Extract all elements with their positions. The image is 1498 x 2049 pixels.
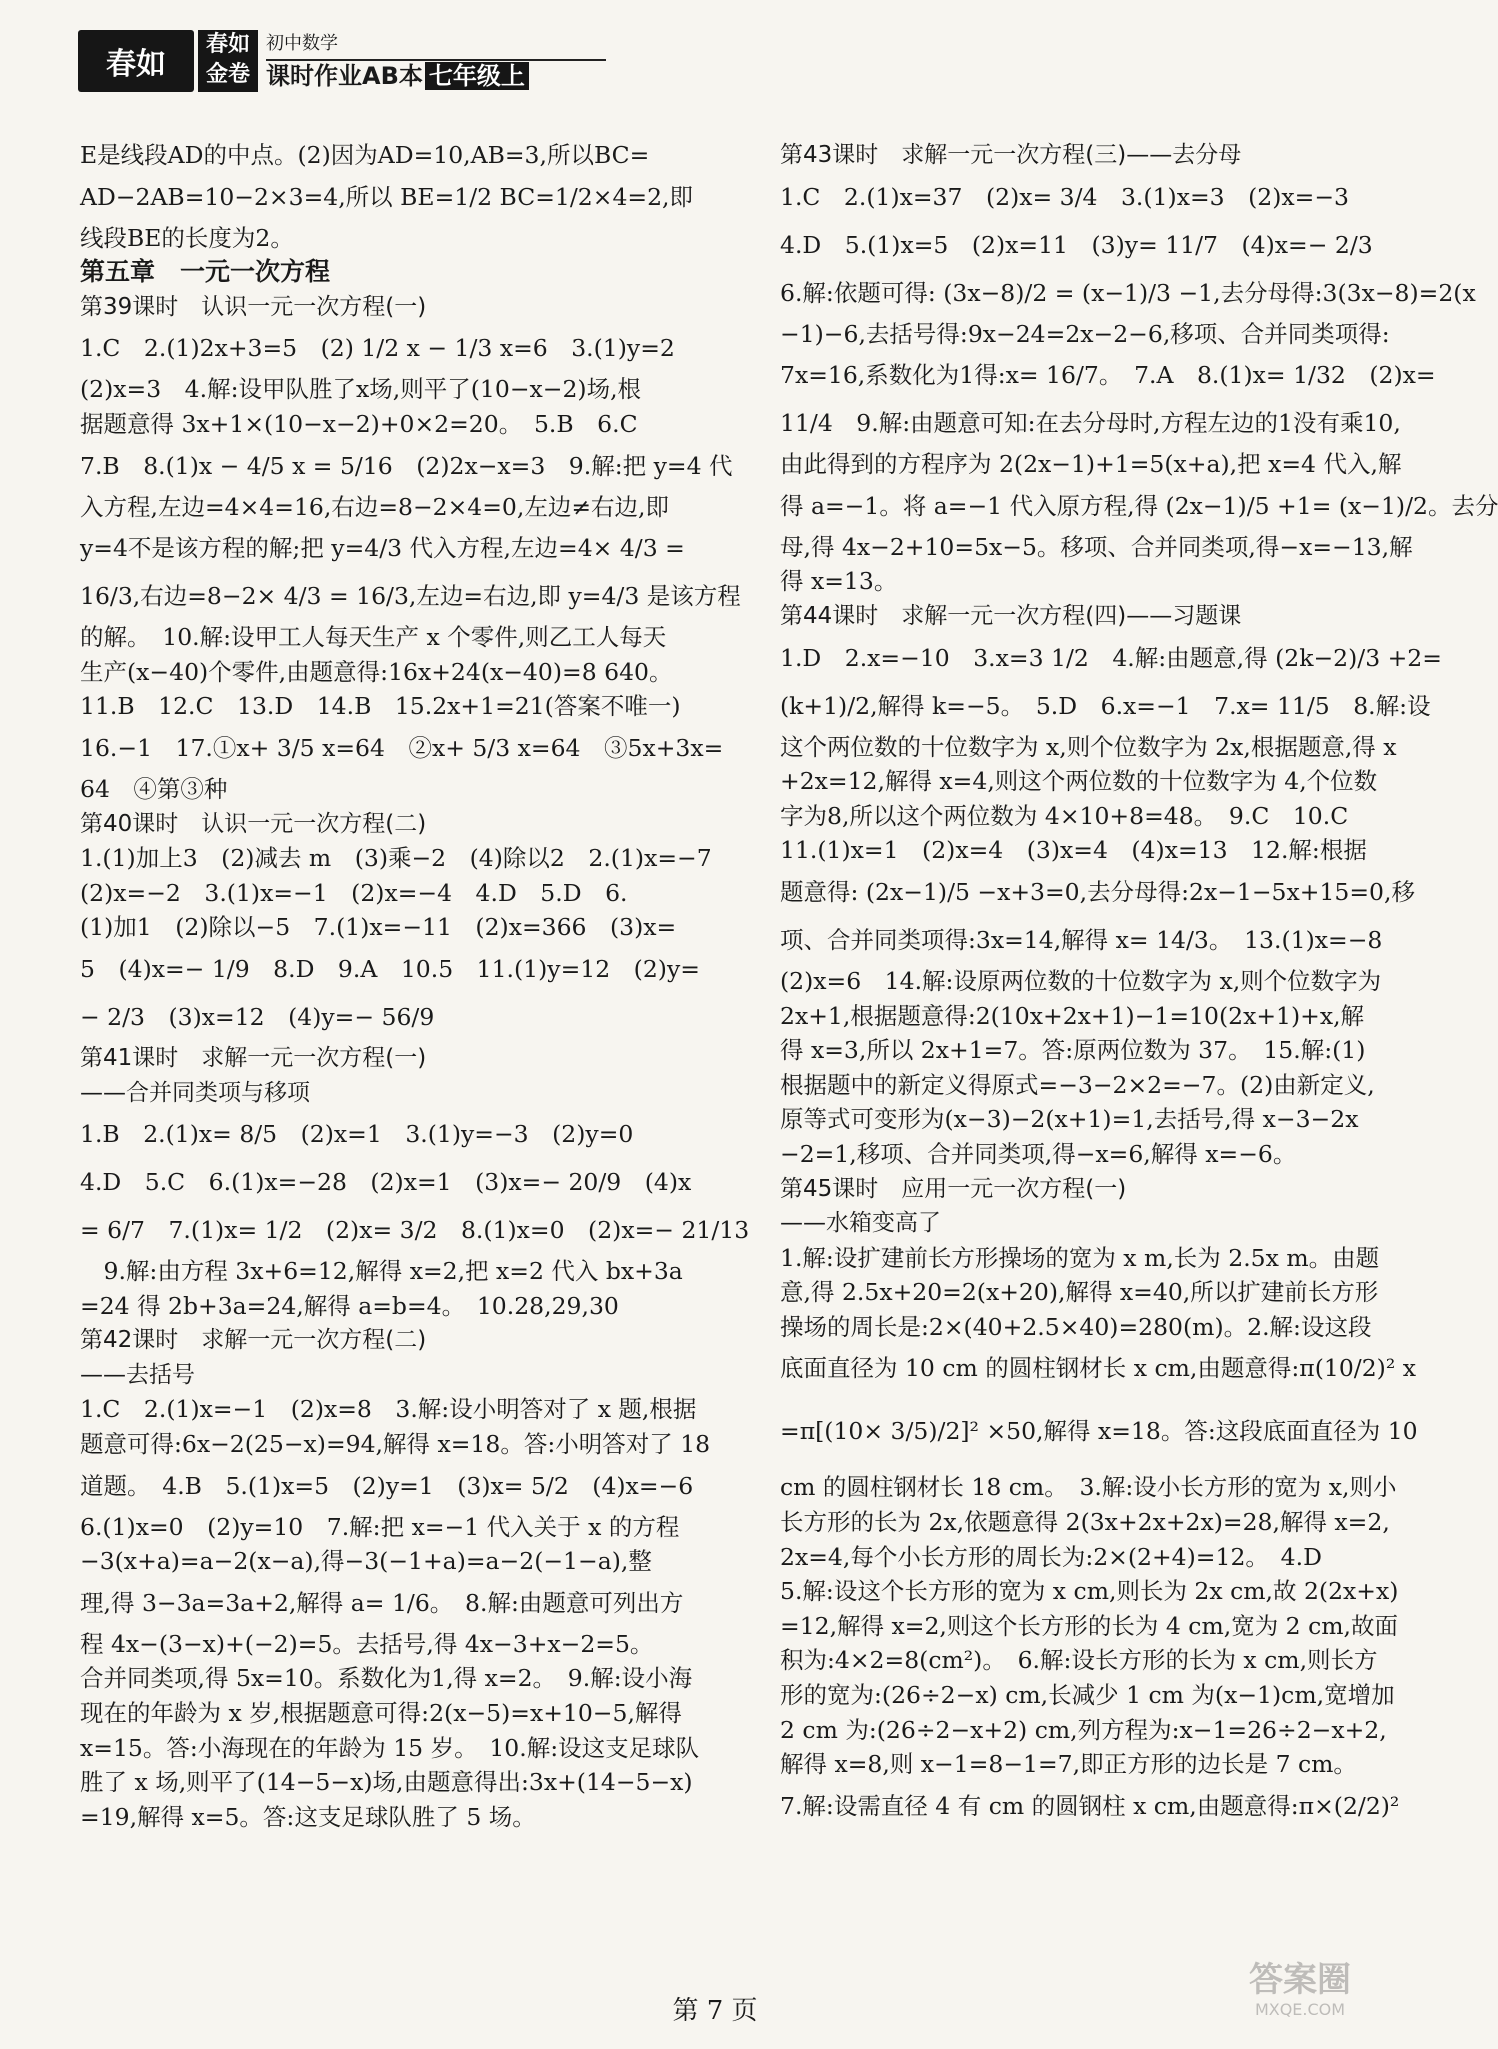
answer-line: 2 cm 为:(26÷2−x+2) cm,列方程为:x−1=26÷2−x+2,	[780, 1715, 1387, 1744]
answer-line: 题意可得:6x−2(25−x)=94,解得 x=18。答:小明答对了 18	[80, 1430, 711, 1459]
answer-line: 2x+1,根据题意得:2(10x+2x+1)−1=10(2x+1)+x,解	[780, 1001, 1365, 1030]
answer-line: 由此得到的方程序为 2(2x−1)+1=5(x+a),把 x=4 代入,解	[780, 450, 1402, 479]
answer-line: 5 (4)x=− 1/9 8.D 9.A 10.5 11.(1)y=12 (2)y=	[80, 954, 700, 983]
publisher-logo: 春如	[78, 30, 194, 92]
answer-line: E是线段AD的中点。(2)因为AD=10,AB=3,所以BC=	[80, 141, 650, 169]
answer-line: 根据题中的新定义得原式=−3−2×2=−7。(2)由新定义,	[780, 1070, 1375, 1099]
answer-line: +2x=12,解得 x=4,则这个两位数的十位数字为 4,个位数	[780, 767, 1378, 796]
answer-line: (k+1)/2,解得 k=−5。 5.D 6.x=−1 7.x= 11/5 8.解:设	[780, 691, 1431, 720]
left-column	[80, 138, 750, 1834]
answer-line: 11.B 12.C 13.D 14.B 15.2x+1=21(答案不唯一)	[80, 692, 681, 721]
lesson-subheading: ——合并同类项与移项	[80, 1079, 310, 1106]
answer-line: 得 x=3,所以 2x+1=7。答:原两位数为 37。 15.解:(1)	[780, 1036, 1366, 1065]
answer-line: 题意得: (2x−1)/5 −x+3=0,去分母得:2x−1−5x+15=0,移	[780, 877, 1415, 906]
watermark-url: MXQE.COM	[1254, 2000, 1346, 2019]
answer-line: 生产(x−40)个零件,由题意得:16x+24(x−40)=8 640。	[80, 657, 673, 686]
answer-line: 的解。 10.解:设甲工人每天生产 x 个零件,则乙工人每天	[80, 623, 667, 652]
answer-line: 合并同类项,得 5x=10。系数化为1,得 x=2。 9.解:设小海	[80, 1664, 693, 1693]
answer-line: 道题。 4.B 5.(1)x=5 (2)y=1 (3)x= 5/2 (4)x=−6	[80, 1471, 694, 1500]
lesson-heading: 第45课时 应用一元一次方程(一)	[780, 1175, 1127, 1202]
lesson-heading: 第40课时 认识一元一次方程(二)	[80, 810, 427, 837]
answer-line: 9.解:由方程 3x+6=12,解得 x=2,把 x=2 代入 bx+3a	[80, 1257, 683, 1286]
answer-line: 1.D 2.x=−10 3.x=3 1/2 4.解:由题意,得 (2k−2)/3 +2=	[780, 643, 1442, 672]
answer-line: 1.解:设扩建前长方形操场的宽为 x m,长为 2.5x m。由题	[780, 1243, 1380, 1272]
answer-line: 胜了 x 场,则平了(14−5−x)场,由题意得出:3x+(14−5−x)	[80, 1768, 693, 1797]
answer-line: =π[(10× 3/5)/2]² ×50,解得 x=18。答:这段底面直径为 10	[780, 1417, 1418, 1446]
answer-line: 形的宽为:(26÷2−x) cm,长减少 1 cm 为(x−1)cm,宽增加	[780, 1681, 1395, 1710]
answer-line: 现在的年龄为 x 岁,根据题意可得:2(x−5)=x+10−5,解得	[80, 1699, 682, 1728]
answer-line: 7.B 8.(1)x − 4/5 x = 5/16 (2)2x−x=3 9.解:把 y=4 代	[80, 451, 733, 480]
answer-line: 得 x=13。	[780, 567, 898, 596]
answer-line: 理,得 3−3a=3a+2,解得 a= 1/6。 8.解:由题意可列出方	[80, 1588, 684, 1617]
answer-line: −2=1,移项、合并同类项,得−x=6,解得 x=−6。	[780, 1139, 1297, 1168]
answer-line: (2)x=−2 3.(1)x=−1 (2)x=−4 4.D 5.D 6.	[80, 878, 628, 907]
answer-line: 11.(1)x=1 (2)x=4 (3)x=4 (4)x=13 12.解:根据	[780, 836, 1367, 865]
answer-line: 入方程,左边=4×4=16,右边=8−2×4=0,左边≠右边,即	[80, 492, 670, 521]
answer-line: 线段BE的长度为2。	[80, 223, 294, 252]
answer-line: 底面直径为 10 cm 的圆柱钢材长 x cm,由题意得:π(10/2)² x	[780, 1354, 1416, 1383]
answer-line: = 6/7 7.(1)x= 1/2 (2)x= 3/2 8.(1)x=0 (2)x=− 21/13	[80, 1216, 750, 1245]
answer-line: 6.(1)x=0 (2)y=10 7.解:把 x=−1 代入关于 x 的方程	[80, 1512, 680, 1541]
answer-line: 4.D 5.(1)x=5 (2)x=11 (3)y= 11/7 (4)x=− 2/3	[780, 230, 1373, 259]
brand-top: 春如	[205, 32, 250, 57]
lesson-subheading: ——去括号	[80, 1361, 195, 1388]
answer-line: 16/3,右边=8−2× 4/3 = 16/3,左边=右边,即 y=4/3 是该方程	[80, 582, 741, 611]
subject-label: 初中数学	[266, 33, 338, 54]
right-column	[780, 138, 1498, 1830]
answer-line: 7x=16,系数化为1得:x= 16/7。 7.A 8.(1)x= 1/32 (2)x=	[780, 361, 1436, 390]
answer-line: AD−2AB=10−2×3=4,所以 BE=1/2 BC=1/2×4=2,即	[80, 182, 694, 211]
answer-line: 长方形的长为 2x,依题意得 2(3x+2x+2x)=28,解得 x=2,	[780, 1508, 1390, 1537]
grade-badge: 七年级上	[425, 62, 529, 90]
answer-line: 7.解:设需直径 4 有 cm 的圆钢柱 x cm,由题意得:π×(2/2)²	[780, 1791, 1400, 1820]
lesson-heading: 第42课时 求解一元一次方程(二)	[80, 1327, 427, 1354]
answer-line: x=15。答:小海现在的年龄为 15 岁。 10.解:设这支足球队	[80, 1733, 700, 1762]
answer-line: 2x=4,每个小长方形的周长为:2×(2+4)=12。 4.D	[780, 1542, 1322, 1571]
answer-line: 11/4 9.解:由题意可知:在去分母时,方程左边的1没有乘10,	[780, 409, 1401, 438]
answer-line: =19,解得 x=5。答:这支足球队胜了 5 场。	[80, 1802, 536, 1831]
answer-line: (1)加1 (2)除以−5 7.(1)x=−11 (2)x=366 (3)x=	[80, 913, 677, 942]
watermark-text: 答案圈	[1249, 1960, 1351, 2000]
answer-line: (2)x=3 4.解:设甲队胜了x场,则平了(10−x−2)场,根	[80, 375, 642, 404]
answer-line: (2)x=6 14.解:设原两位数的十位数字为 x,则个位数字为	[780, 966, 1382, 995]
answer-line: 得 a=−1。将 a=−1 代入原方程,得 (2x−1)/5 +1= (x−1)/2。去分	[780, 491, 1498, 520]
page-number: 第 7 页	[672, 1996, 758, 2026]
brand-badge	[198, 30, 258, 92]
answer-line: 母,得 4x−2+10=5x−5。移项、合并同类项,得−x=−13,解	[780, 532, 1413, 561]
book-title-text: 课时作业AB本	[266, 62, 423, 90]
lesson-heading: 第43课时 求解一元一次方程(三)——去分母	[780, 142, 1242, 168]
page-header	[78, 30, 638, 96]
lesson-subheading: ——水箱变高了	[780, 1210, 941, 1237]
answer-line: 6.解:依题可得: (3x−8)/2 = (x−1)/3 −1,去分母得:3(3x−8)=2(x	[780, 278, 1476, 307]
answer-line: 1.B 2.(1)x= 8/5 (2)x=1 3.(1)y=−3 (2)y=0	[80, 1120, 634, 1149]
answer-line: 1.(1)加上3 (2)减去 m (3)乘−2 (4)除以2 2.(1)x=−7	[80, 844, 712, 873]
chapter-heading: 第五章 一元一次方程	[80, 257, 331, 287]
answer-line: 这个两位数的十位数字为 x,则个位数字为 2x,根据题意,得 x	[780, 732, 1397, 761]
answer-line: 5.解:设这个长方形的宽为 x cm,则长为 2x cm,故 2(2x+x)	[780, 1577, 1399, 1606]
lesson-heading: 第39课时 认识一元一次方程(一)	[80, 293, 427, 320]
answer-line: 64 ④第③种	[80, 774, 228, 803]
book-title	[266, 60, 529, 92]
answer-line: 据题意得 3x+1×(10−x−2)+0×2=20。 5.B 6.C	[80, 409, 638, 438]
answer-line: 1.C 2.(1)x=37 (2)x= 3/4 3.(1)x=3 (2)x=−3	[780, 182, 1349, 211]
answer-line: =24 得 2b+3a=24,解得 a=b=4。 10.28,29,30	[80, 1291, 619, 1320]
answer-line: 意,得 2.5x+20=2(x+20),解得 x=40,所以扩建前长方形	[780, 1278, 1379, 1307]
answer-line: −3(x+a)=a−2(x−a),得−3(−1+a)=a−2(−1−a),整	[80, 1547, 652, 1576]
answer-line: =12,解得 x=2,则这个长方形的长为 4 cm,宽为 2 cm,故面	[780, 1611, 1399, 1640]
answer-line: 字为8,所以这个两位数为 4×10+8=48。 9.C 10.C	[780, 801, 1349, 830]
answer-line: − 2/3 (3)x=12 (4)y=− 56/9	[80, 1002, 435, 1031]
answer-line: 解得 x=8,则 x−1=8−1=7,即正方形的边长是 7 cm。	[780, 1750, 1357, 1779]
answer-line: 程 4x−(3−x)+(−2)=5。去括号,得 4x−3+x−2=5。	[80, 1629, 654, 1658]
answer-line: 1.C 2.(1)2x+3=5 (2) 1/2 x − 1/3 x=6 3.(1)y=2	[80, 334, 675, 363]
answer-line: 项、合并同类项得:3x=14,解得 x= 14/3。 13.(1)x=−8	[780, 925, 1383, 954]
answer-line: 积为:4×2=8(cm²)。 6.解:设长方形的长为 x cm,则长方	[780, 1646, 1378, 1675]
lesson-heading: 第44课时 求解一元一次方程(四)——习题课	[780, 602, 1242, 629]
answer-line: 4.D 5.C 6.(1)x=−28 (2)x=1 (3)x=− 20/9 (4)x	[80, 1168, 692, 1197]
watermark-logo	[1200, 1960, 1400, 2030]
answer-line: 操场的周长是:2×(40+2.5×40)=280(m)。2.解:设这段	[780, 1312, 1372, 1341]
answer-line: 1.C 2.(1)x=−1 (2)x=8 3.解:设小明答对了 x 题,根据	[80, 1395, 697, 1424]
answer-line: y=4不是该方程的解;把 y=4/3 代入方程,左边=4× 4/3 =	[80, 534, 685, 563]
brand-bottom: 金卷	[205, 62, 250, 87]
answer-line: 16.−1 17.①x+ 3/5 x=64 ②x+ 5/3 x=64 ③5x+3x=	[80, 733, 724, 762]
answer-line: cm 的圆柱钢材长 18 cm。 3.解:设小长方形的宽为 x,则小	[780, 1473, 1397, 1502]
answer-line: −1)−6,去括号得:9x−24=2x−2−6,移项、合并同类项得:	[780, 319, 1390, 348]
answer-line: 原等式可变形为(x−3)−2(x+1)=1,去括号,得 x−3−2x	[780, 1105, 1359, 1134]
lesson-heading: 第41课时 求解一元一次方程(一)	[80, 1044, 427, 1071]
